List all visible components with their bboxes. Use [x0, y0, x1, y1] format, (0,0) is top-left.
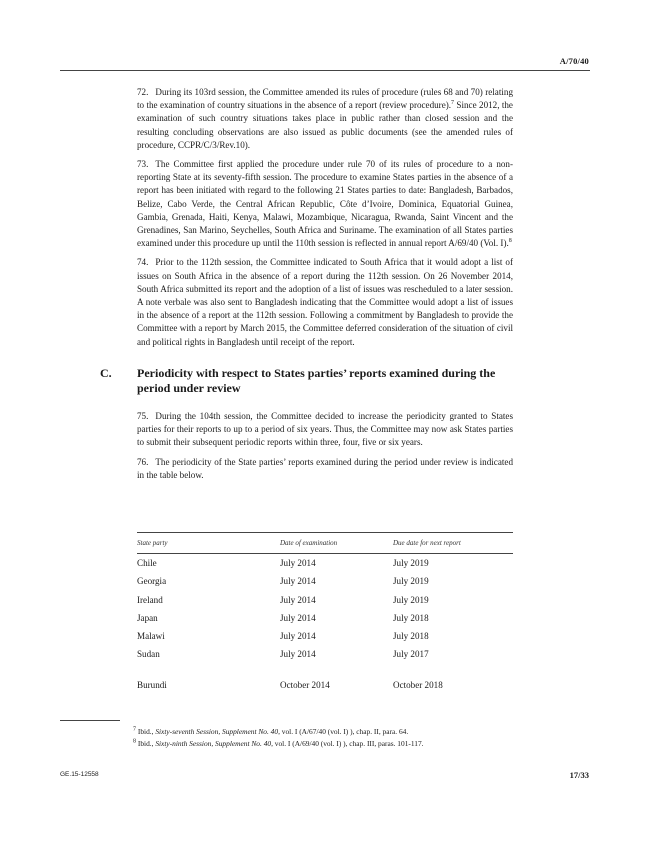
section-letter: C.	[100, 366, 112, 380]
paragraph-text: The Committee first applied the procedure under rule 70 of its rules of procedure to a non-reporting State at its seventy-fifth session. The procedure to examine States parties in the absence of a report has been initiated with regard to the following 21 States parties to date: Bangladesh, Barbados, Belize, Cabo Verde, the Central African Republic, Côte d’Ivoire, Dominica, Equatorial Guinea, Gambia, Grenada, Haiti, Kenya, Malawi, Mozambique, Nicaragua, Rwanda, Saint Vincent and the Grenadines, San Marino, Seychelles, South Africa and Suriname. The examination of all States parties examined under this procedure up until the 110th session is reflected in annual report A/69/40 (Vol. I).	[137, 159, 513, 249]
paragraph-text-cont: Since 2012, the examination of such country situations takes place in public rather than closed session and the resulting concluding observations are also issued as public documents (see the amended rules of procedure, CCPR/C/3/Rev.10).	[137, 100, 513, 150]
cell-due-date: July 2017	[393, 649, 429, 660]
cell-state: Ireland	[137, 594, 163, 605]
footnote-mark: 7	[133, 726, 136, 733]
cell-exam-date: July 2014	[280, 576, 316, 587]
table-row	[137, 609, 513, 627]
table-row	[137, 554, 513, 572]
paragraph-75	[137, 410, 513, 450]
footnote-title: Sixty-ninth Session, Supplement No. 40	[155, 738, 272, 748]
column-header-state-party: State party	[137, 539, 168, 547]
paragraph-number: 76.	[137, 456, 149, 467]
table-gap	[137, 664, 513, 676]
footnote-text: , vol. I (A/69/40 (vol. I) ), chap. III, paras. 101-117.	[271, 738, 424, 748]
cell-due-date: July 2018	[393, 612, 429, 623]
table-row	[137, 627, 513, 645]
paragraph-73	[137, 158, 513, 250]
footnote-text: Ibid.,	[137, 738, 156, 748]
table-header-row	[137, 533, 513, 554]
footnotes	[133, 726, 533, 749]
footnote-ref-8[interactable]: 8	[508, 238, 512, 245]
body-text-top	[137, 86, 513, 355]
paragraph-72	[137, 86, 513, 152]
footnote-text: , vol. I (A/67/40 (vol. I) ), chap. II, para. 64.	[278, 727, 409, 736]
cell-state: Malawi	[137, 631, 165, 642]
header-rule	[60, 70, 590, 71]
cell-state: Georgia	[137, 576, 167, 587]
table-row	[137, 591, 513, 609]
footnote-ref-7[interactable]: 7	[451, 100, 455, 107]
paragraph-number: 74.	[137, 257, 149, 268]
paragraph-text: During the 104th session, the Committee decided to increase the periodicity granted to States parties for their reports to up to a period of six years. Thus, the Committee may now ask States parties to submit their subsequent periodic reports within three, four, five or six years.	[137, 411, 513, 448]
periodicity-table	[137, 532, 513, 694]
footnote-7	[133, 726, 533, 738]
cell-state: Chile	[137, 558, 157, 568]
cell-state: Japan	[137, 612, 158, 623]
paragraph-76	[137, 456, 513, 482]
table-row	[137, 645, 513, 663]
footnote-rule	[60, 720, 120, 721]
paragraph-text: The periodicity of the State parties’ reports examined during the period under review is indicated in the table below.	[137, 456, 513, 480]
paragraph-74	[137, 256, 513, 348]
cell-due-date: July 2019	[393, 558, 429, 568]
column-header-date-of-examination: Date of examination	[280, 539, 338, 547]
cell-due-date: July 2019	[393, 594, 429, 605]
paragraph-text: Prior to the 112th session, the Committee indicated to South Africa that it would adopt a list of issues on South Africa in the absence of a report during the 112th session. On 26 November 2014, South Africa submitted its report and the adoption of a list of issues was rescheduled to a later session. A note verbale was also sent to Bangladesh indicating that the Committee would adopt a list of issues in the absence of a report at the 112th session. Following a commitment by Bangladesh to provide the Committee with a report by March 2015, the Committee deferred consideration of the situation of civil and political rights in Bangladesh until receipt of the report.	[137, 257, 513, 347]
cell-state: Sudan	[137, 649, 160, 660]
paragraph-number: 72.	[137, 87, 149, 97]
paragraph-number: 75.	[137, 411, 149, 421]
cell-due-date: July 2019	[393, 576, 429, 587]
cell-exam-date: July 2014	[280, 612, 316, 623]
cell-due-date: July 2018	[393, 631, 429, 642]
cell-state: Burundi	[137, 679, 167, 690]
footnote-8	[133, 738, 533, 750]
cell-due-date: October 2018	[393, 679, 443, 690]
job-number: GE.15-12558	[60, 771, 99, 778]
paragraph-number: 73.	[137, 159, 149, 170]
footnote-title: Sixty-seventh Session, Supplement No. 40	[155, 727, 279, 736]
document-symbol: A/70/40	[559, 56, 589, 66]
footnote-text: Ibid.,	[137, 727, 156, 736]
body-text-bottom	[137, 410, 513, 488]
cell-exam-date: July 2014	[280, 631, 316, 642]
cell-exam-date: July 2014	[280, 649, 316, 660]
column-header-due-date: Due date for next report	[393, 539, 461, 547]
paragraph-text: During its 103rd session, the Committee amended its rules of procedure (rules 68 and 70) relating to the examination of country situations in the absence of a report (review procedure).	[137, 87, 513, 111]
cell-exam-date: October 2014	[280, 679, 330, 690]
table-row	[137, 676, 513, 694]
section-title: Periodicity with respect to States parties’ reports examined during the period under review	[137, 366, 496, 395]
footnote-mark: 8	[133, 738, 136, 745]
cell-exam-date: July 2014	[280, 594, 316, 605]
cell-exam-date: July 2014	[280, 558, 316, 568]
page-number: 17/33	[569, 770, 589, 780]
table-row	[137, 572, 513, 590]
